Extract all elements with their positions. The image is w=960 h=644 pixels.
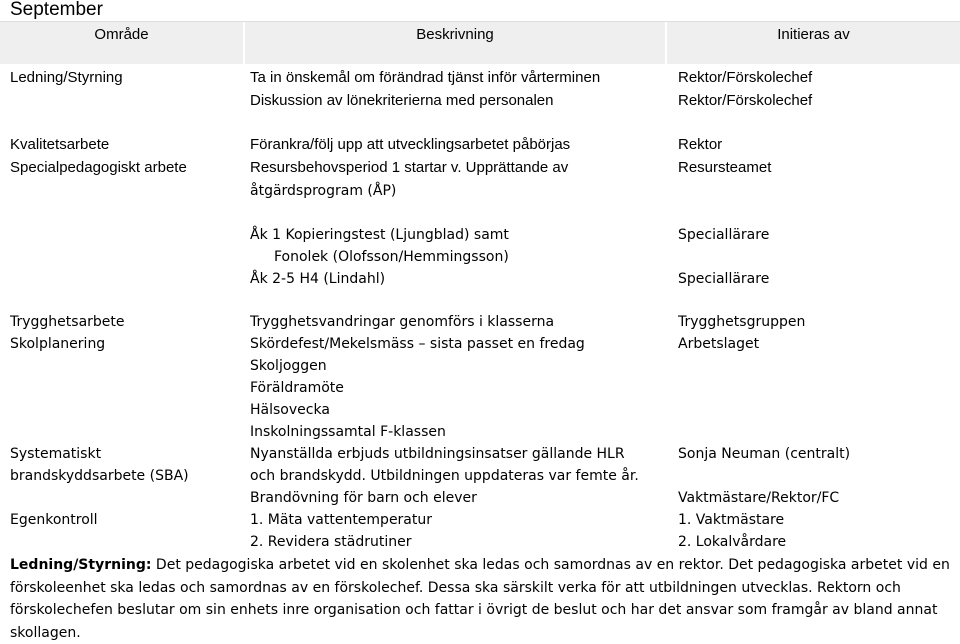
row-desc-special-ed-2: åtgärdsprogram (ÅP) bbox=[250, 183, 397, 199]
row-by-fire-safety-1: Sonja Neuman (centralt) bbox=[678, 446, 851, 462]
row-area-fire-safety-1: Systematiskt bbox=[10, 446, 102, 462]
header-initiated-by: Initieras av bbox=[777, 26, 850, 43]
row-area-quality: Kvalitetsarbete bbox=[10, 136, 110, 153]
row-desc-special-ed-1: Resursbehovsperiod 1 startar v. Upprättande av bbox=[250, 159, 569, 176]
row-desc-tests-2: Fonolek (Olofsson/Hemmingsson) bbox=[274, 249, 509, 265]
row-by-tests-2: Speciallärare bbox=[678, 271, 770, 287]
footer-label: Ledning/Styrning: bbox=[10, 557, 152, 573]
row-area-leadership: Ledning/Styrning bbox=[10, 69, 123, 86]
row-by-quality: Rektor bbox=[678, 136, 723, 153]
row-by-safety: Trygghetsgruppen bbox=[678, 314, 806, 330]
row-by-leadership-2: Rektor/Förskolechef bbox=[678, 92, 813, 109]
row-desc-leadership-2: Diskussion av lönekriterierna med personalen bbox=[250, 92, 554, 109]
row-by-self-control-1: 1. Vaktmästare bbox=[678, 512, 785, 528]
row-desc-quality: Förankra/följ upp att utvecklingsarbetet påbörjas bbox=[250, 136, 571, 153]
row-desc-leadership-1: Ta in önskemål om förändrad tjänst inför vårterminen bbox=[250, 69, 601, 86]
header-area: Område bbox=[94, 26, 149, 43]
row-by-school-planning: Arbetslaget bbox=[678, 336, 760, 352]
row-desc-tests-3: Åk 2-5 H4 (Lindahl) bbox=[250, 271, 386, 287]
row-desc-self-control-1: 1. Mäta vattentemperatur bbox=[250, 512, 433, 528]
row-area-school-planning: Skolplanering bbox=[10, 336, 106, 352]
row-desc-school-planning-5: Inskolningssamtal F-klassen bbox=[250, 424, 446, 440]
month-title: September bbox=[10, 0, 103, 20]
row-by-special-ed: Resursteamet bbox=[678, 159, 772, 176]
row-desc-school-planning-4: Hälsovecka bbox=[250, 402, 330, 418]
row-area-self-control: Egenkontroll bbox=[10, 512, 98, 528]
row-desc-fire-safety-1: Nyanställda erbjuds utbildningsinsatser gällande HLR bbox=[250, 446, 625, 462]
row-desc-school-planning-2: Skoljoggen bbox=[250, 358, 327, 374]
row-desc-fire-safety-2: och brandskydd. Utbildningen uppdateras var femte år. bbox=[250, 468, 639, 484]
footer-note bbox=[10, 554, 955, 644]
row-area-safety: Trygghetsarbete bbox=[10, 314, 125, 330]
row-desc-school-planning-1: Skördefest/Mekelsmäss – sista passet en fredag bbox=[250, 336, 585, 352]
row-desc-tests-1: Åk 1 Kopieringstest (Ljungblad) samt bbox=[250, 227, 509, 243]
row-desc-school-planning-3: Föräldramöte bbox=[250, 380, 344, 396]
table-header bbox=[0, 21, 960, 64]
footer-text: Det pedagogiska arbetet vid en skolenhet ska ledas och samordnas av en rektor. Det pedagogiska arbetet vid en förskoleenhet ska ledas och samordnas av en förskolechef. Dessa ska särskilt verka för att utbildningen utvecklas. Rektorn och förskolechefen beslutar om sin enhets inre organisation och fattar i övrigt de beslut och har det ansvar som framgår av bland annat skollagen. bbox=[10, 557, 950, 641]
row-by-tests-1: Speciallärare bbox=[678, 227, 770, 243]
header-description: Beskrivning bbox=[416, 26, 494, 43]
row-area-special-ed: Specialpedagogiskt arbete bbox=[10, 159, 187, 176]
row-by-leadership-1: Rektor/Förskolechef bbox=[678, 69, 813, 86]
row-desc-fire-safety-3: Brandövning för barn och elever bbox=[250, 490, 477, 506]
row-desc-safety: Trygghetsvandringar genomförs i klasserna bbox=[250, 314, 555, 330]
row-desc-self-control-2: 2. Revidera städrutiner bbox=[250, 534, 412, 550]
row-area-fire-safety-2: brandskyddsarbete (SBA) bbox=[10, 468, 189, 484]
row-by-self-control-2: 2. Lokalvårdare bbox=[678, 534, 787, 550]
row-by-fire-safety-2: Vaktmästare/Rektor/FC bbox=[678, 490, 840, 506]
